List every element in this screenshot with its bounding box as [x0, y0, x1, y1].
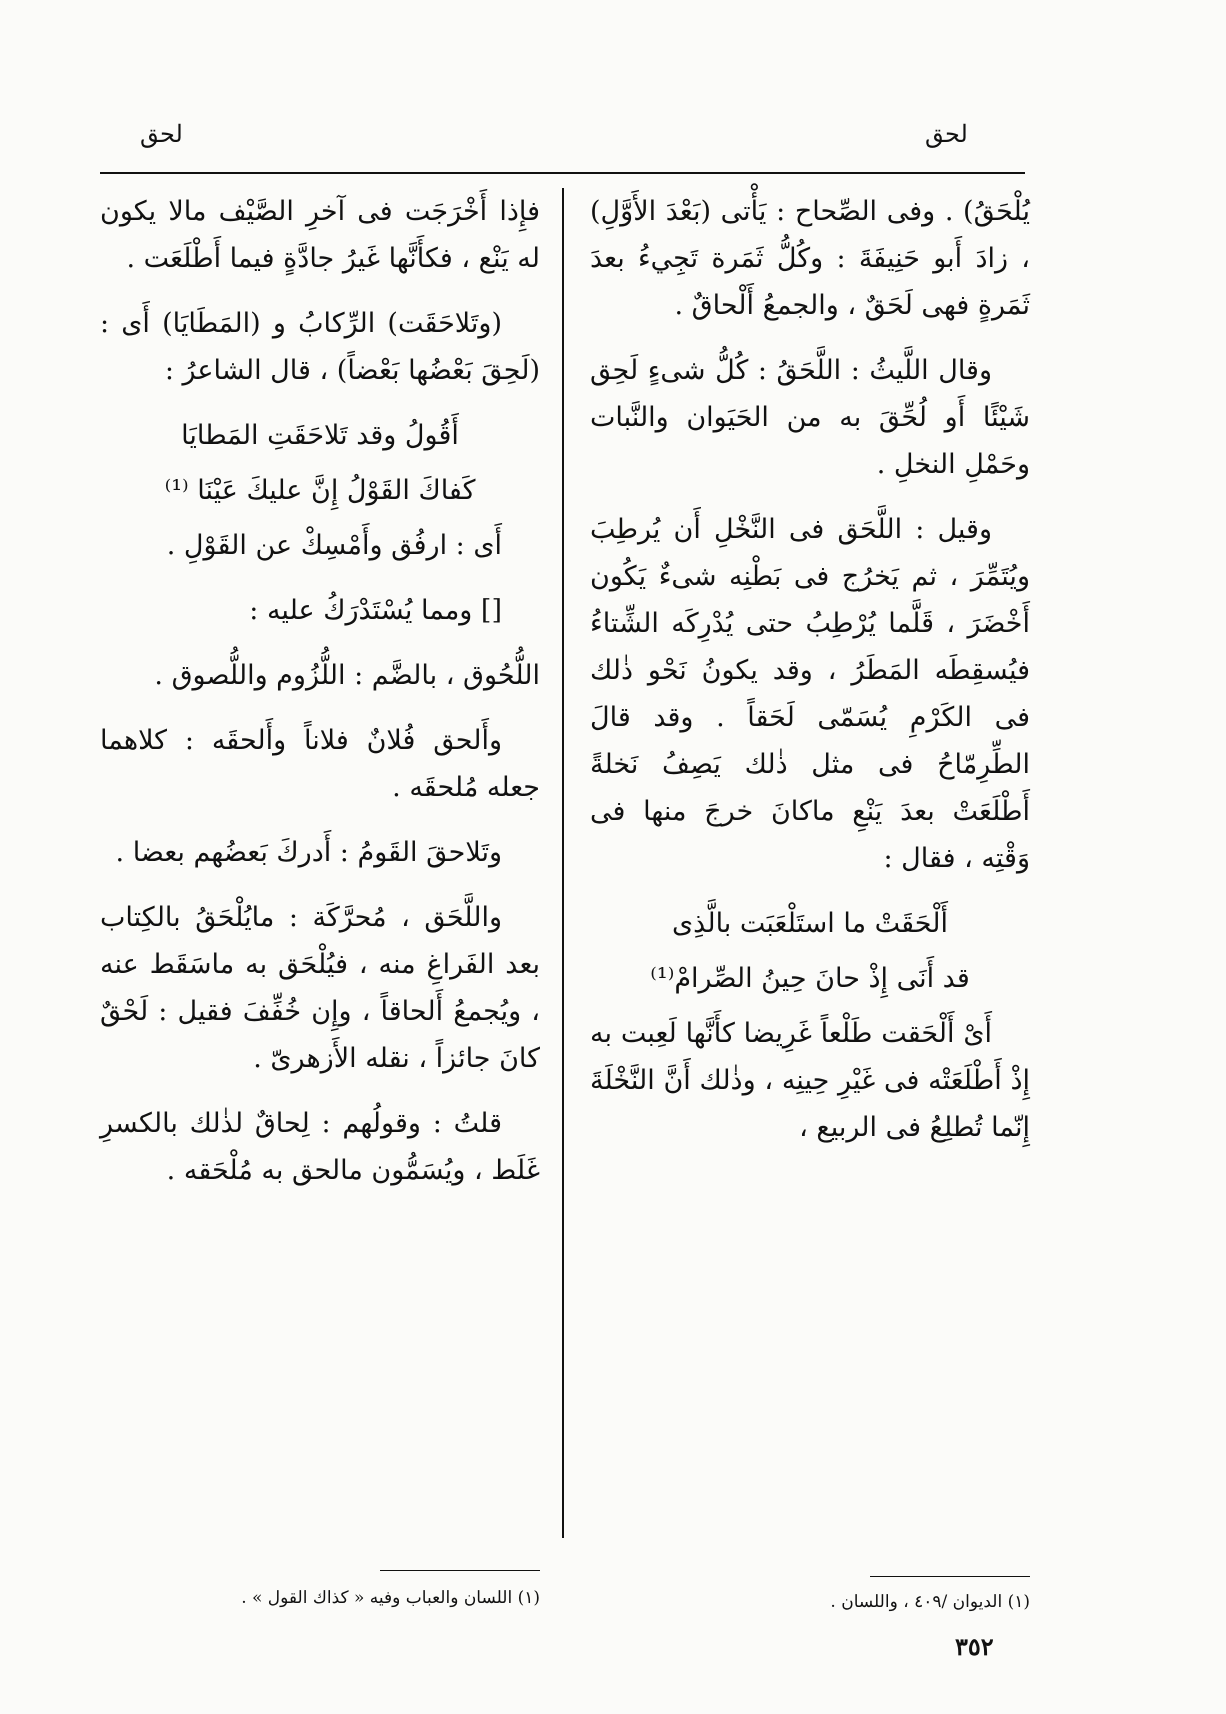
- footnote-rule-left: [380, 1570, 540, 1571]
- page-number: ٣٥٢: [955, 1632, 994, 1661]
- paragraph: وأَلحق فُلانٌ فلاناً وأَلحقَه : كلاهما جعله مُلحقَه .: [100, 725, 540, 803]
- running-head-right: لحق: [925, 120, 968, 148]
- paragraph: اللُّحُوق ، بالضَّم : اللُّزُوم واللُّصوق .: [154, 660, 540, 691]
- paragraph: وقيل : اللَّحَق فى النَّخْلِ أَن يُرطِبَ ويُتَمِّرَ ، ثم يَخرُج فى بَطْنِه شىءٌ يَكُون أَخْضَرَ ، قَلَّما يُرْطِبُ حتى يُدْرِكَه الشِّتاءُ فيُسقِطَه المَطَرُ ، وقد يكونُ نَحْو ذٰلك فى الكَرْمِ يُسَمّى لَحَقاً . وقد قالَ الطِّرِمّاحُ فى مثل ذٰلك يَصِفُ نَخلةً أَطْلَعَتْ بعدَ يَنْعِ ماكانَ خرجَ منها فى وَقْتِه ، فقال :: [590, 514, 1030, 874]
- footnote-rule-right: [870, 1576, 1030, 1577]
- footnote-right: (١) الديوان /٤٠٩ ، واللسان .: [830, 1592, 1030, 1612]
- verse-line: كَفاكَ القَوْلُ إِنَّ عليكَ عَيْنَا ⁽¹⁾: [164, 475, 476, 506]
- footnote-left: (١) اللسان والعباب وفيه « كذاك القول » .: [241, 1588, 540, 1608]
- verse-line: أَلْحَقَتْ ما استَلْعَبَت بالَّذِى: [672, 908, 948, 939]
- paragraph: أَىْ أَلْحَقت طَلْعاً غَرِيضا كأَنَّها لَعِبت به إِذْ أَطْلَعَتْه فى غَيْرِ حِينِه ، وذٰلك أَنَّ النَّخْلَةَ إِنّما تُطلِعُ فى الربيع ،: [590, 1018, 1030, 1143]
- verse-line: أَقُولُ وقد تَلاحَقَتِ المَطايَا: [181, 420, 459, 451]
- paragraph: وتَلاحقَ القَومُ : أَدركَ بَعضُهم بعضا .: [115, 837, 502, 868]
- paragraph: وقال اللَّيثُ : اللَّحَقُ : كُلُّ شىءٍ لَحِق شَيْئًا أَو لُحِّقَ به من الحَيَوان والنَّبات وحَمْلِ النخلِ .: [590, 355, 1030, 480]
- header-rule: [100, 172, 1025, 174]
- paragraph: (وتَلاحَقَت) الرِّكابُ و (المَطَايَا) أَى : (لَحِقَ بَعْضُها بَعْضاً) ، قال الشاعرُ :: [100, 308, 540, 386]
- running-head-left: لحق: [140, 120, 183, 148]
- column-divider: [562, 188, 564, 1538]
- paragraph: أَى : ارفُق وأَمْسِكْ عن القَوْلِ .: [166, 530, 502, 561]
- verse-line: قد أَنَى إِذْ حانَ حِينُ الصِّرامْ⁽¹⁾: [650, 963, 970, 994]
- paragraph: واللَّحَق ، مُحرَّكَة : مايُلْحَقُ بالكِتاب بعد الفَراغِ منه ، فيُلْحَق به ماسَقَط عنه ، ويُجمعُ أَلحاقاً ، وإِن خُفِّفَ فقيل : لَحْقٌ كانَ جائزاً ، نقله الأَزهرىّ .: [100, 902, 540, 1074]
- paragraph: [] ومما يُسْتَدْرَكُ عليه :: [249, 595, 502, 626]
- left-column: [100, 188, 540, 1212]
- paragraph: يُلْحَقُ) . وفى الصِّحاح : يَأْتى (بَعْدَ الأَوَّلِ) ، زادَ أَبو حَنِيفَةَ : وكُلُّ ثَمَرة تَجِيءُ بعدَ ثَمَرةٍ فهى لَحَقٌ ، والجمعُ أَلْحاقٌ .: [590, 196, 1030, 321]
- paragraph: فإِذا أَخْرَجَت فى آخرِ الصَّيْف مالا يكون له يَنْع ، فكأَنَّها غَيرُ جادَّةٍ فيما أَطْلَعَت .: [100, 196, 540, 274]
- paragraph: قلتُ : وقولُهم : لِحاقٌ لذٰلك بالكسرِ غَلَط ، ويُسَمُّون مالحق به مُلْحَقه .: [100, 1108, 540, 1186]
- right-column: [590, 188, 1030, 1169]
